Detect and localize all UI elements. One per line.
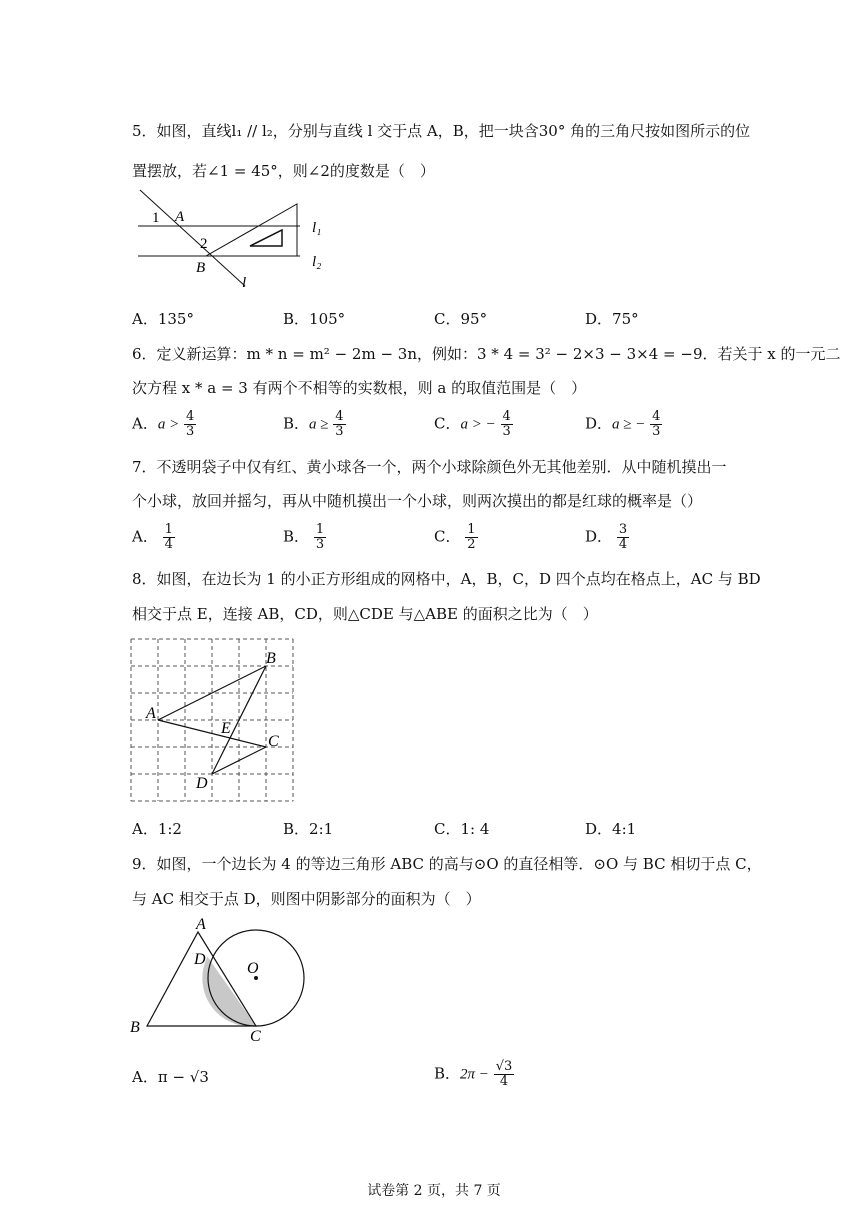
q8-label-E: E xyxy=(221,720,231,737)
q5-label-1: 1 xyxy=(152,210,160,226)
q5-label-2: 2 xyxy=(200,236,208,252)
q6-option-b[interactable]: B．a ≥ $\frac{4}{3}$ xyxy=(283,409,344,439)
q6-option-a[interactable]: A．a > $\frac{4}{3}$ xyxy=(132,409,195,439)
q9-label-A: A xyxy=(196,916,206,933)
q9-stem-line2: 与 AC 相交于点 D，则图中阴影部分的面积为（ ） xyxy=(132,890,481,908)
q8-label-D: D xyxy=(196,775,208,792)
q5-label-A: A xyxy=(175,209,185,225)
q6-option-c[interactable]: C．a > − $\frac{4}{3}$ xyxy=(434,409,511,439)
q6-option-d[interactable]: D．a ≥ − $\frac{4}{3}$ xyxy=(585,409,661,439)
page-footer: 试卷第 2 页，共 7 页 xyxy=(367,1183,501,1199)
q9-option-a[interactable]: A．π − √3 xyxy=(132,1068,209,1086)
q8-option-d[interactable]: D．4:1 xyxy=(585,820,637,838)
q9-label-C: C xyxy=(250,1028,261,1045)
q9-stem-line1: 9．如图，一个边长为 4 的等边三角形 ABC 的高与⊙O 的直径相等．⊙O 与 BC 相切于点 C， xyxy=(132,855,762,873)
q5-figure xyxy=(130,186,340,294)
q7-option-b[interactable]: B． $\frac{1}{3}$ xyxy=(283,522,325,552)
q5-stem-line1: 5．如图，直线l₁ // l₂，分别与直线 l 交于点 A，B，把一块含30° 角的三角尺按如图所示的位 xyxy=(132,122,751,140)
q8-stem-line2: 相交于点 E，连接 AB，CD，则△CDE 与△ABE 的面积之比为（ ） xyxy=(132,605,598,623)
q6-stem-line2: 次方程 x * a = 3 有两个不相等的实数根，则 a 的取值范围是（ ） xyxy=(132,379,587,397)
q8-stem-line1: 8．如图，在边长为 1 的小正方形组成的网格中，A，B，C，D 四个点均在格点上，AC 与 BD xyxy=(132,570,761,588)
q5-option-d[interactable]: D．75° xyxy=(585,310,639,328)
q8-grid-figure xyxy=(128,636,298,806)
q7-option-a[interactable]: A． $\frac{1}{4}$ xyxy=(132,522,173,552)
q8-label-A: A xyxy=(146,705,156,722)
q9-label-O: O xyxy=(247,960,259,977)
q7-option-d[interactable]: D． $\frac{3}{4}$ xyxy=(585,522,628,552)
q5-label-l: l xyxy=(242,275,247,291)
q5-option-c[interactable]: C．95° xyxy=(434,310,488,328)
q6-stem-line1: 6．定义新运算：m * n = m² − 2m − 3n，例如：3 * 4 = 3² − 2×3 − 3×4 = −9．若关于 x 的一元二 xyxy=(132,345,841,363)
q7-option-c[interactable]: C． $\frac{1}{2}$ xyxy=(434,522,476,552)
q5-label-B: B xyxy=(196,260,206,276)
q5-option-b[interactable]: B．105° xyxy=(283,310,346,328)
q5-label-l1: l₁ xyxy=(312,220,322,236)
q9-figure xyxy=(128,912,318,1050)
q8-option-c[interactable]: C．1: 4 xyxy=(434,820,490,838)
q9-label-D: D xyxy=(194,951,206,968)
q8-label-C: C xyxy=(268,733,279,750)
q9-option-b[interactable]: B．2π − $\frac{√3}{4}$ xyxy=(434,1059,513,1089)
q5-option-a[interactable]: A．135° xyxy=(132,310,194,328)
q5-label-l2: l₂ xyxy=(312,254,322,270)
q8-option-b[interactable]: B．2:1 xyxy=(283,820,334,838)
q8-label-B: B xyxy=(266,650,276,667)
q9-label-B: B xyxy=(130,1019,140,1036)
q5-stem-line2: 置摆放，若∠1 = 45°，则∠2的度数是（ ） xyxy=(132,162,435,180)
q7-stem-line2: 个小球，放回并摇匀，再从中随机摸出一个小球，则两次摸出的都是红球的概率是（） xyxy=(132,492,703,510)
q7-stem-line1: 7．不透明袋子中仅有红、黄小球各一个，两个小球除颜色外无其他差别．从中随机摸出一 xyxy=(132,458,727,476)
q8-option-a[interactable]: A．1:2 xyxy=(132,820,182,838)
